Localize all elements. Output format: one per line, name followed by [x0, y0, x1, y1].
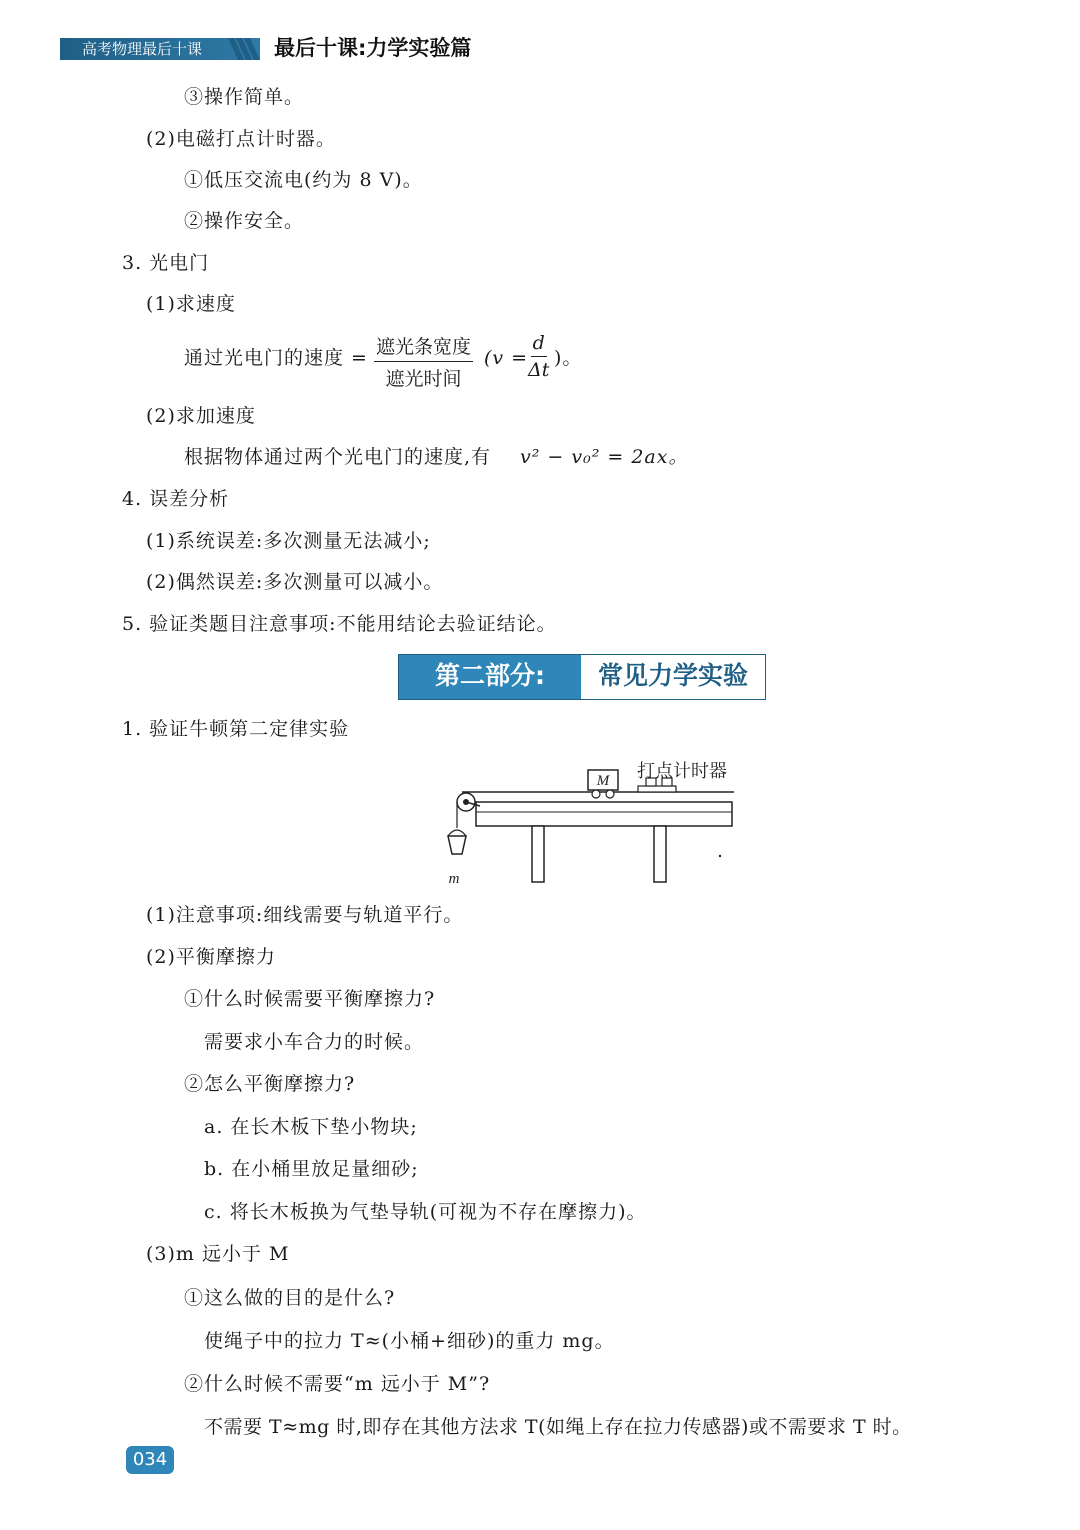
text-line: ②操作安全。	[184, 210, 305, 232]
text-line: (2)电磁打点计时器。	[146, 128, 336, 150]
text-line: (1)系统误差:多次测量无法减小;	[146, 530, 431, 552]
cart-label: M	[596, 773, 610, 789]
text-line: (3)m 远小于 M	[146, 1243, 290, 1265]
table-leg-left	[532, 826, 544, 882]
cart-wheel	[592, 790, 600, 798]
part-banner	[398, 654, 766, 700]
header-slash-decoration	[226, 38, 260, 60]
formula-paren: (v =	[484, 347, 529, 369]
text-line: (2)偶然误差:多次测量可以减小。	[146, 571, 444, 593]
text-line: b. 在小桶里放足量细砂;	[204, 1158, 419, 1180]
banner-part-label: 第二部分:	[399, 655, 581, 699]
timer-label: 打点计时器	[637, 761, 727, 782]
section-heading: 1. 验证牛顿第二定律实验	[122, 718, 350, 740]
page-number: 034	[126, 1446, 174, 1474]
text-line: ②怎么平衡摩擦力?	[184, 1073, 356, 1095]
acceleration-formula: v² − v₀² = 2ax。	[520, 446, 689, 468]
formula-prefix: 通过光电门的速度 =	[184, 347, 368, 369]
text-line: 根据物体通过两个光电门的速度,有	[184, 446, 492, 468]
text-line: (1)注意事项:细线需要与轨道平行。	[146, 904, 464, 926]
text-line: ③操作简单。	[184, 86, 305, 108]
cart-wheel	[606, 790, 614, 798]
table-leg-right	[654, 826, 666, 882]
text-line: ①低压交流电(约为 8 V)。	[184, 169, 423, 191]
series-title: 高考物理最后十课	[82, 40, 203, 58]
section-heading: 5. 验证类题目注意事项:不能用结论去验证结论。	[122, 613, 557, 635]
v-fraction	[528, 332, 549, 381]
bucket	[448, 836, 466, 854]
section-heading: 3. 光电门	[122, 252, 210, 274]
text-line: 使绳子中的拉力 T≈(小桶+细砂)的重力 mg。	[204, 1330, 615, 1352]
stray-dot	[719, 855, 721, 857]
text-line: c. 将长木板换为气垫导轨(可视为不存在摩擦力)。	[204, 1201, 647, 1223]
text-line: ①这么做的目的是什么?	[184, 1287, 396, 1309]
text-line: 需要求小车合力的时候。	[204, 1031, 425, 1053]
text-line: a. 在长木板下垫小物块;	[204, 1116, 418, 1138]
text-line: ②什么时候不需要“m 远小于 M”?	[184, 1373, 491, 1395]
fraction-numerator: 遮光条宽度	[374, 332, 473, 362]
formula-close: )。	[554, 347, 583, 369]
timer-base	[638, 786, 676, 792]
bucket-handle	[448, 830, 466, 836]
fraction-denominator: 遮光时间	[385, 368, 462, 390]
section-heading: 4. 误差分析	[122, 488, 230, 510]
text-line: 不需要 T≈mg 时,即存在其他方法求 T(如绳上存在拉力传感器)或不需要求 T 时。	[204, 1416, 912, 1438]
chapter-title: 最后十课:力学实验篇	[274, 36, 472, 60]
fraction-dt: Δt	[528, 359, 550, 381]
text-line: (2)求加速度	[146, 405, 256, 427]
mass-label: m	[448, 871, 460, 887]
table-top	[476, 802, 732, 826]
experiment-diagram	[440, 756, 740, 888]
text-line: (1)求速度	[146, 293, 236, 315]
fraction-d: d	[531, 332, 547, 357]
text-line: (2)平衡摩擦力	[146, 946, 276, 968]
speed-fraction	[374, 332, 473, 391]
text-line: ①什么时候需要平衡摩擦力?	[184, 988, 436, 1010]
banner-part-title: 常见力学实验	[581, 655, 765, 699]
